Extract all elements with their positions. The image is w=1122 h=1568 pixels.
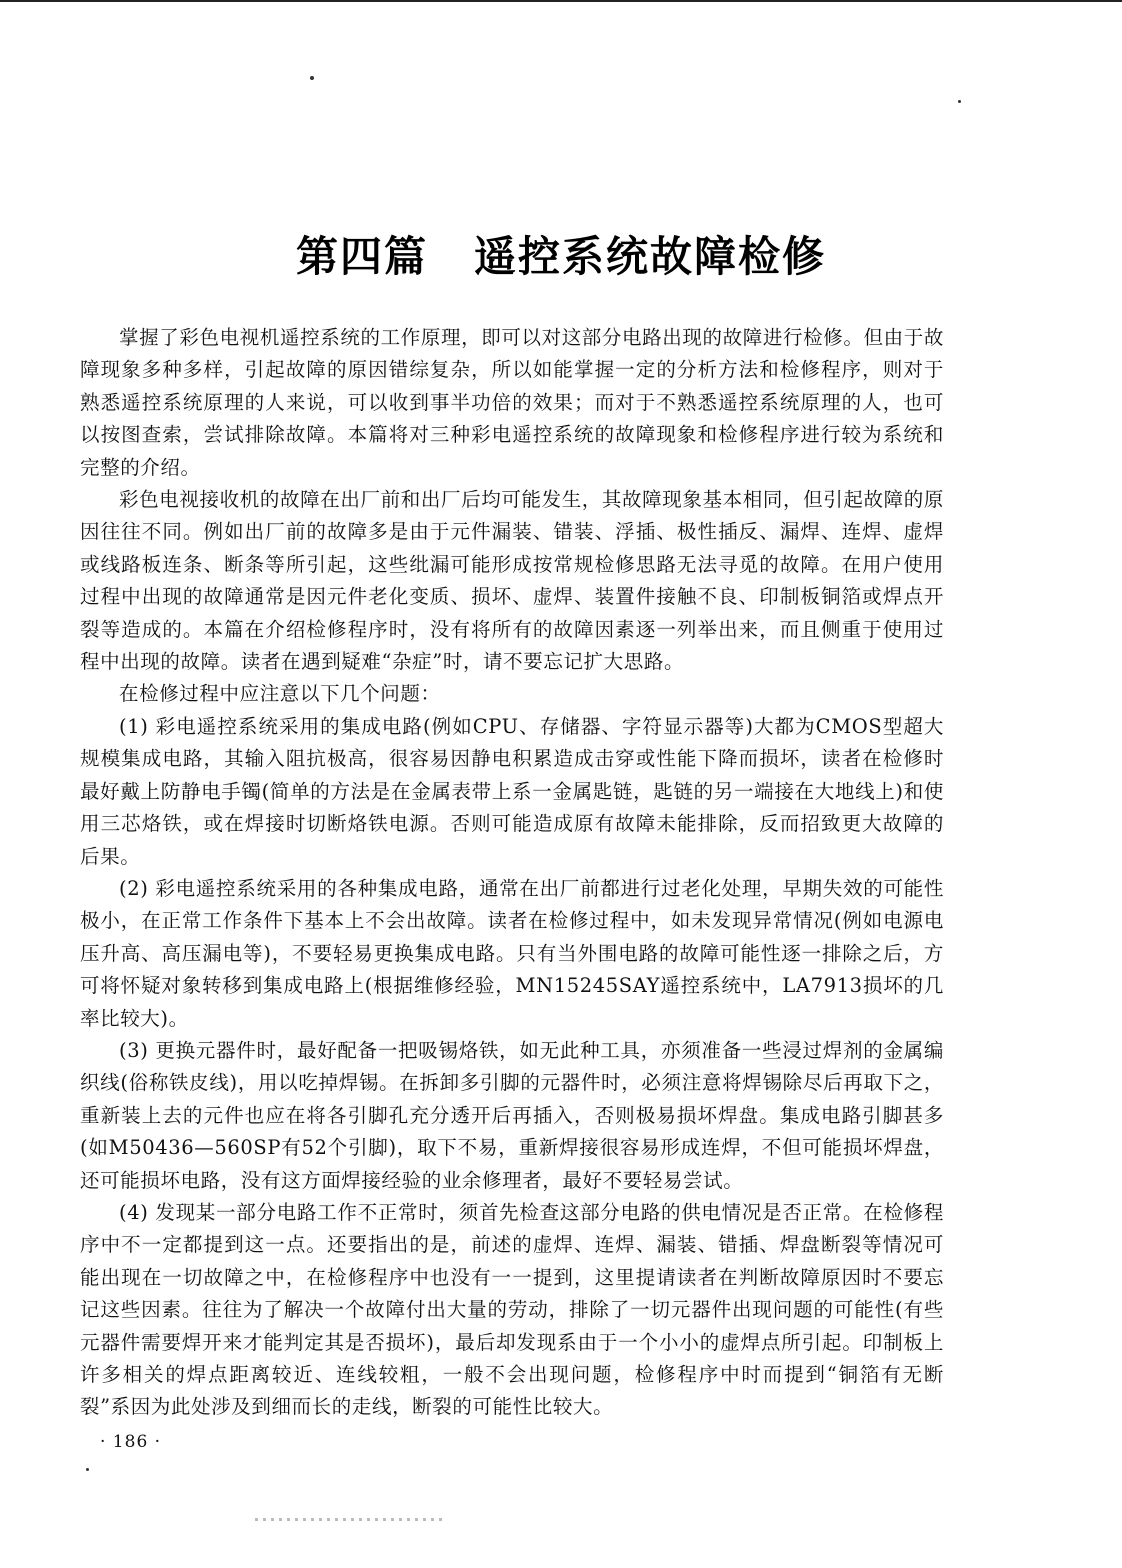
scan-noise: [255, 1518, 445, 1521]
intro-paragraph: 掌握了彩色电视机遥控系统的工作原理，即可以对这部分电路出现的故障进行检修。但由于故障现象多种多样，引起故障的原因错综复杂，所以如能掌握一定的分析方法和检修程序，则对于熟悉遥控系统原理的人来说，可以收到事半功倍的效果；而对于不熟悉遥控系统原理的人，也可以按图查索，尝试排除故障。本篇将对三种彩电遥控系统的故障现象和检修程序进行较为系统和完整的介绍。: [80, 326, 944, 479]
scan-top-border: [0, 0, 1122, 2]
scan-speck: [86, 1468, 89, 1471]
note-item-4: (4) 发现某一部分电路工作不正常时，须首先检查这部分电路的供电情况是否正常。在检修程序中不一定都提到这一点。还要指出的是，前述的虚焊、连焊、漏装、错插、焊盘断裂等情况可能出现在一切故障之中，在检修程序中也没有一一提到，这里提请读者在判断故障原因时不要忘记这些因素。往往为了解决一个故障付出大量的劳动，排除了一切元器件出现问题的可能性(有些元器件需要焊开来才能判定其是否损坏)，最后却发现系由于一个小小的虚焊点所引起。印制板上许多相关的焊点距离较近、连线较粗，一般不会出现问题，检修程序中时而提到“铜箔有无断裂”系因为此处涉及到细而长的走线，断裂的可能性比较大。: [80, 1200, 944, 1419]
fault-causes-paragraph: 彩色电视接收机的故障在出厂前和出厂后均可能发生，其故障现象基本相同，但引起故障的原因往往不同。例如出厂前的故障多是由于元件漏装、错装、浮插、极性插反、漏焊、连焊、虚焊或线路板连条、断条等所引起，这些纰漏可能形成按常规检修思路无法寻觅的故障。在用户使用过程中出现的故障通常是因元件老化变质、损坏、虚焊、装置件接触不良、印制板铜箔或焊点开裂等造成的。本篇在介绍检修程序时，没有将所有的故障因素逐一列举出来，而且侧重于使用过程中出现的故障。读者在遇到疑难“杂症”时，请不要忘记扩大思路。: [80, 488, 944, 674]
body-text: [80, 322, 944, 1424]
note-item-1: (1) 彩电遥控系统采用的集成电路(例如CPU、存储器、字符显示器等)大都为CMOS型超大规模集成电路，其输入阻抗极高，很容易因静电积累造成击穿或性能下降而损坏，读者在检修时最好戴上防静电手镯(简单的方法是在金属表带上系一金属匙链，匙链的另一端接在大地线上)和使用三芯烙铁，或在焊接时切断烙铁电源。否则可能造成原有故障未能排除，反而招致更大故障的后果。: [80, 714, 944, 868]
part-heading: 遥控系统故障检修: [474, 232, 827, 282]
note-item-2: (2) 彩电遥控系统采用的各种集成电路，通常在出厂前都进行过老化处理，早期失效的可能性极小，在正常工作条件下基本上不会出故障。读者在检修过程中，如未发现异常情况(例如电源电压升高、高压漏电等)，不要轻易更换集成电路。只有当外围电路的故障可能性逐一排除之后，方可将怀疑对象转移到集成电路上(根据维修经验，MN15245SAY遥控系统中，LA7913损坏的几率比较大)。: [80, 876, 944, 1030]
scan-speck: [310, 76, 314, 80]
note-item-3: (3) 更换元器件时，最好配备一把吸锡烙铁，如无此种工具，亦须准备一些浸过焊剂的金属编织线(俗称铁皮线)，用以吃掉焊锡。在拆卸多引脚的元器件时，必须注意将焊锡除尽后再取下之，重新装上去的元件也应在将各引脚孔充分透开后再插入，否则极易损坏焊盘。集成电路引脚甚多(如M50436—560SP有52个引脚)，取下不易，重新焊接很容易形成连焊，不但可能损坏焊盘，还可能损坏电路，没有这方面焊接经验的业余修理者，最好不要轻易尝试。: [80, 1038, 944, 1192]
page-number: · 186 ·: [100, 1432, 162, 1452]
part-title: [0, 224, 1122, 284]
scan-speck: [958, 100, 961, 103]
notes-intro-paragraph: 在检修过程中应注意以下几个问题：: [119, 682, 441, 706]
part-number: 第四篇: [295, 232, 428, 282]
